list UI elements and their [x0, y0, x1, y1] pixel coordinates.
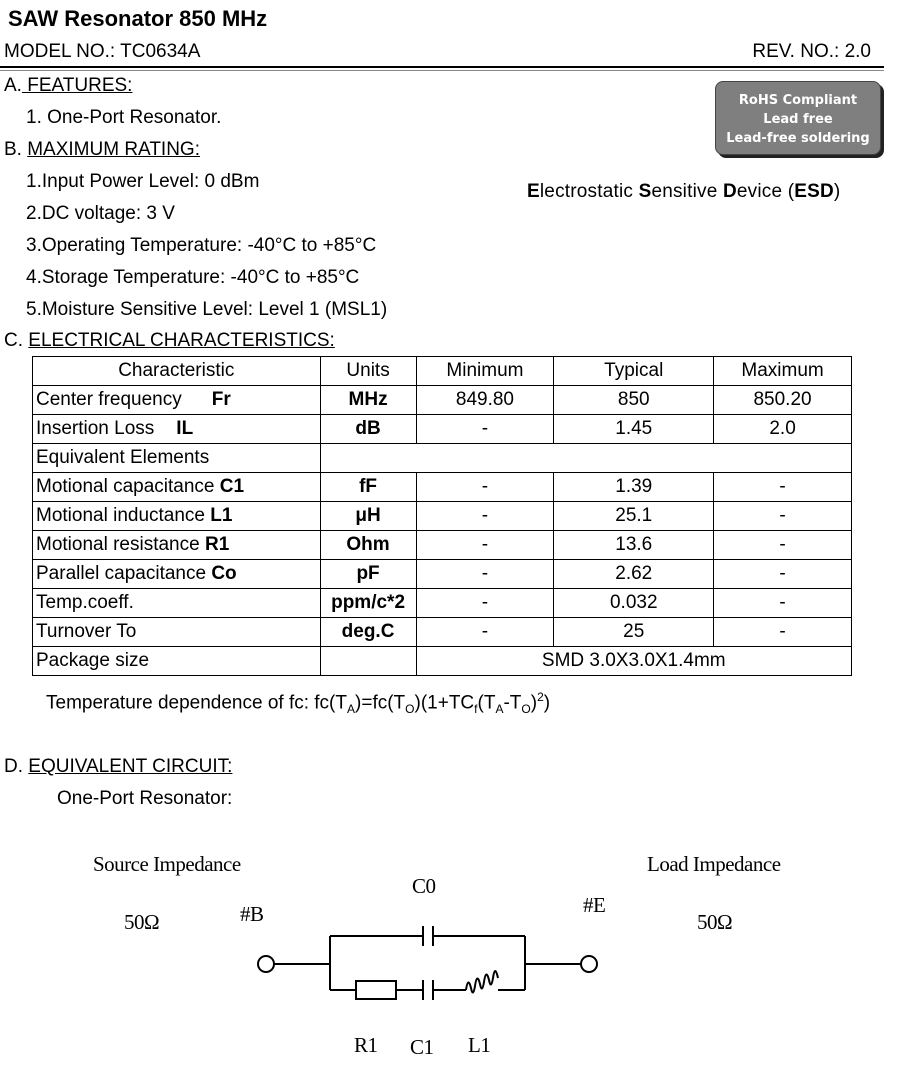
- characteristic-symbol: C1: [219, 476, 245, 497]
- maximum-cell: -: [714, 560, 852, 589]
- characteristic-cell: [33, 415, 321, 444]
- node-e-label: #E: [583, 893, 606, 917]
- column-header: Minimum: [416, 357, 554, 386]
- r1-label: R1: [354, 1033, 378, 1057]
- characteristic-cell: [33, 386, 321, 415]
- section-title: ELECTRICAL CHARACTERISTICS:: [28, 330, 335, 351]
- characteristic-cell: [33, 473, 321, 502]
- maximum-cell: -: [714, 531, 852, 560]
- typical-cell: 25.1: [554, 502, 714, 531]
- unit-cell: Ohm: [320, 531, 416, 560]
- section-letter: D.: [4, 756, 23, 777]
- formula-text: (T: [477, 692, 496, 714]
- maximum-cell: -: [714, 502, 852, 531]
- esd-abbreviation: ESD: [794, 181, 834, 202]
- minimum-cell: 849.80: [416, 386, 554, 415]
- typical-cell: 1.39: [554, 473, 714, 502]
- unit-cell: fF: [320, 473, 416, 502]
- l1-label: L1: [468, 1033, 491, 1057]
- formula-text: Temperature dependence of fc: fc(T: [46, 692, 347, 714]
- minimum-cell: -: [416, 502, 554, 531]
- rating-item: 2.DC voltage: 3 V: [26, 203, 175, 224]
- maximum-cell: 850.20: [714, 386, 852, 415]
- minimum-cell: -: [416, 618, 554, 647]
- temperature-formula: [46, 690, 550, 716]
- table-row: [33, 647, 852, 676]
- minimum-cell: -: [416, 589, 554, 618]
- characteristic-name: Motional inductance: [36, 505, 205, 526]
- formula-subscript: f: [474, 702, 478, 717]
- characteristic-symbol: R1: [204, 534, 230, 555]
- rohs-badge-line: Lead-free soldering: [726, 131, 870, 146]
- c0-label: C0: [412, 874, 436, 898]
- characteristic-symbol: Fr: [211, 389, 231, 410]
- esd-word: evice (: [736, 181, 795, 202]
- table-row: [33, 473, 852, 502]
- column-header: Maximum: [714, 357, 852, 386]
- source-impedance-label: Source Impedance: [93, 852, 241, 876]
- table-row: [33, 415, 852, 444]
- esd-paren: ): [833, 181, 841, 202]
- characteristic-cell: [33, 560, 321, 589]
- model-number: MODEL NO.: TC0634A: [4, 41, 201, 62]
- document-title: SAW Resonator 850 MHz: [8, 6, 268, 31]
- empty-cell: [320, 647, 416, 676]
- formula-text: ): [530, 692, 538, 714]
- table-row: [33, 531, 852, 560]
- resistor-r1-icon: [356, 981, 396, 999]
- formula-text: -T: [503, 692, 522, 714]
- rating-item: 4.Storage Temperature: -40°C to +85°C: [26, 267, 360, 288]
- rating-item: 5.Moisture Sensitive Level: Level 1 (MSL1): [26, 299, 388, 320]
- formula-subscript: O: [521, 702, 531, 717]
- esd-word: ensitive: [651, 181, 723, 202]
- table-row: [33, 618, 852, 647]
- table-row: [33, 502, 852, 531]
- terminal-b-icon: [258, 956, 274, 972]
- empty-cell: [320, 444, 851, 473]
- load-impedance-label: Load Impedance: [647, 852, 781, 876]
- formula-superscript: 2: [537, 690, 544, 704]
- table-row: [33, 560, 852, 589]
- maximum-cell: -: [714, 473, 852, 502]
- formula-text: ): [543, 692, 551, 714]
- rating-item: 1.Input Power Level: 0 dBm: [26, 171, 260, 192]
- characteristic-cell: [33, 531, 321, 560]
- maximum-cell: -: [714, 589, 852, 618]
- section-c-heading: [4, 330, 335, 352]
- table-header-row: [33, 357, 852, 386]
- characteristic-name: Center frequency: [36, 389, 182, 410]
- section-title: MAXIMUM RATING:: [27, 139, 200, 160]
- characteristic-name: Motional capacitance: [36, 476, 215, 497]
- esd-initial: S: [638, 181, 652, 202]
- column-header: Characteristic: [33, 357, 321, 386]
- section-letter: A.: [4, 75, 22, 96]
- characteristic-name: Parallel capacitance: [36, 563, 207, 584]
- terminal-e-icon: [581, 956, 597, 972]
- esd-initial: E: [527, 181, 540, 202]
- section-b-heading: [4, 139, 200, 161]
- unit-cell: pF: [320, 560, 416, 589]
- characteristic-cell: Temp.coeff.: [33, 589, 321, 618]
- characteristic-cell: Turnover To: [33, 618, 321, 647]
- maximum-cell: 2.0: [714, 415, 852, 444]
- characteristic-name: Insertion Loss: [36, 418, 155, 439]
- header-divider-thin: [0, 70, 884, 71]
- feature-item: 1. One-Port Resonator.: [26, 107, 222, 128]
- rating-item: 3.Operating Temperature: -40°C to +85°C: [26, 235, 377, 256]
- table-row: [33, 589, 852, 618]
- formula-subscript: O: [405, 702, 415, 717]
- minimum-cell: -: [416, 531, 554, 560]
- inductor-l1-icon: [466, 971, 498, 993]
- formula-text: )(1+TC: [414, 692, 475, 714]
- typical-cell: 1.45: [554, 415, 714, 444]
- node-b-label: #B: [240, 902, 264, 926]
- section-letter: B.: [4, 139, 22, 160]
- section-letter: C.: [4, 330, 23, 351]
- typical-cell: 13.6: [554, 531, 714, 560]
- rohs-badge-line: RoHS Compliant: [738, 93, 858, 108]
- table-row: [33, 444, 852, 473]
- section-a-heading: [4, 75, 132, 97]
- characteristic-cell: Equivalent Elements: [33, 444, 321, 473]
- characteristic-cell: Package size: [33, 647, 321, 676]
- rohs-badge: [715, 81, 881, 155]
- section-title: EQUIVALENT CIRCUIT:: [28, 756, 233, 777]
- characteristic-symbol: Co: [211, 563, 237, 584]
- section-title: FEATURES:: [21, 75, 133, 96]
- typical-cell: 25: [554, 618, 714, 647]
- unit-cell: μH: [320, 502, 416, 531]
- formula-text: )=fc(T: [355, 692, 406, 714]
- formula-subscript: A: [347, 702, 356, 717]
- typical-cell: 0.032: [554, 589, 714, 618]
- source-impedance-value: 50Ω: [124, 910, 160, 934]
- minimum-cell: -: [416, 560, 554, 589]
- minimum-cell: -: [416, 415, 554, 444]
- maximum-cell: -: [714, 618, 852, 647]
- revision-number: REV. NO.: 2.0: [752, 41, 871, 62]
- unit-cell: MHz: [320, 386, 416, 415]
- typical-cell: 2.62: [554, 560, 714, 589]
- formula-subscript: A: [495, 702, 504, 717]
- load-impedance-value: 50Ω: [697, 910, 733, 934]
- table-row: [33, 386, 852, 415]
- header-divider: [0, 66, 884, 68]
- esd-notice: [527, 181, 840, 203]
- c1-label: C1: [410, 1035, 434, 1059]
- characteristic-symbol: IL: [176, 418, 194, 439]
- section-d-heading: [4, 756, 232, 778]
- characteristic-cell: [33, 502, 321, 531]
- unit-cell: dB: [320, 415, 416, 444]
- esd-word: lectrostatic: [539, 181, 639, 202]
- unit-cell: deg.C: [320, 618, 416, 647]
- equivalent-circuit-diagram: [0, 920, 900, 1020]
- column-header: Units: [320, 357, 416, 386]
- circuit-subtitle: One-Port Resonator:: [57, 788, 233, 809]
- characteristic-name: Motional resistance: [36, 534, 200, 555]
- rohs-badge-line: Lead free: [763, 112, 833, 127]
- typical-cell: 850: [554, 386, 714, 415]
- characteristic-symbol: L1: [210, 505, 233, 526]
- column-header: Typical: [554, 357, 714, 386]
- minimum-cell: -: [416, 473, 554, 502]
- electrical-characteristics-table: [32, 356, 852, 676]
- package-size-cell: SMD 3.0X3.0X1.4mm: [416, 647, 851, 676]
- esd-initial: D: [722, 181, 737, 202]
- unit-cell: ppm/c*2: [320, 589, 416, 618]
